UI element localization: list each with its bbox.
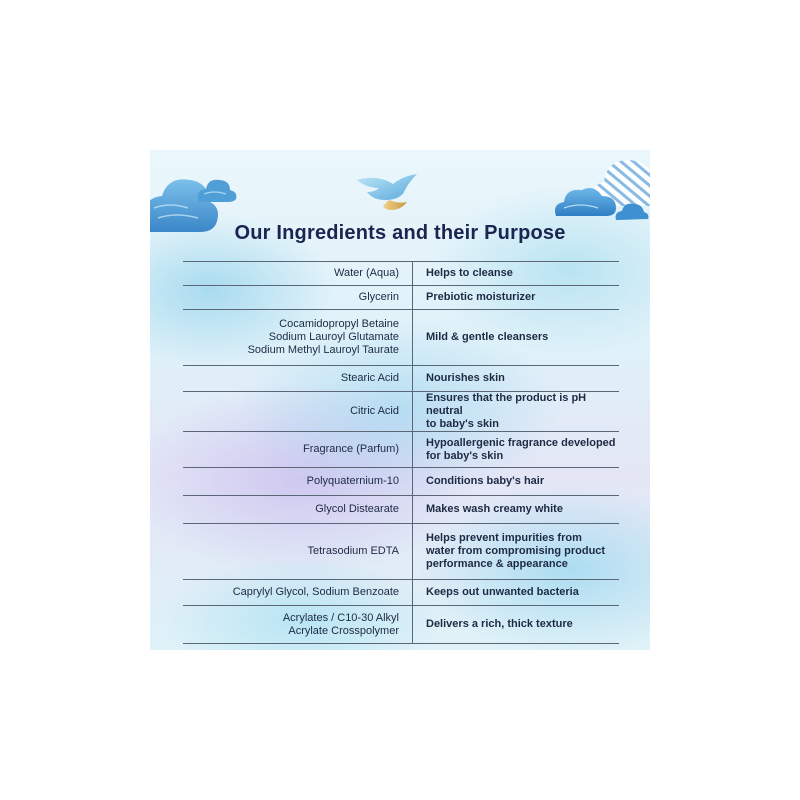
ingredients-panel: [150, 150, 650, 650]
ingredient-cell: [183, 524, 413, 580]
table-row: [183, 524, 619, 580]
ingredient-text: Acrylates / C10-30 Alkyl: [282, 611, 399, 624]
purpose-text: Delivers a rich, thick texture: [426, 618, 573, 630]
ingredient-cell: [183, 432, 413, 468]
purpose-cell: [413, 262, 620, 286]
table-row: [183, 310, 619, 366]
purpose-text: Mild & gentle cleansers: [426, 331, 549, 343]
purpose-cell: [413, 366, 620, 392]
table-row: [183, 366, 619, 392]
cloud-icon: [194, 174, 238, 204]
purpose-text: water from compromising product: [426, 545, 606, 557]
purpose-cell: [413, 606, 620, 644]
ingredient-text: Polyquaternium-10: [306, 475, 399, 487]
purpose-text: performance & appearance: [426, 558, 568, 570]
purpose-text: Helps to cleanse: [426, 267, 513, 279]
purpose-cell: [413, 468, 620, 496]
ingredient-text: Tetrasodium EDTA: [307, 545, 399, 557]
table-row: [183, 580, 619, 606]
purpose-text: Nourishes skin: [426, 372, 505, 384]
purpose-text: for baby's skin: [426, 449, 504, 462]
purpose-text: Conditions baby's hair: [426, 475, 545, 487]
ingredients-table: [183, 261, 619, 644]
purpose-cell: [413, 524, 620, 580]
ingredient-cell: [183, 606, 413, 644]
ingredient-text: Sodium Methyl Lauroyl Taurate: [247, 344, 399, 356]
ingredient-cell: [183, 496, 413, 524]
purpose-text: to baby's skin: [426, 418, 499, 430]
ingredient-cell: [183, 286, 413, 310]
purpose-text: Makes wash creamy white: [426, 503, 563, 515]
table-row: [183, 606, 619, 644]
table-row: [183, 468, 619, 496]
ingredient-text: Acrylate Crosspolymer: [288, 624, 399, 637]
table-row: [183, 262, 619, 286]
ingredient-cell: [183, 366, 413, 392]
ingredient-cell: [183, 468, 413, 496]
ingredient-text: Glycerin: [358, 291, 399, 303]
table-row: [183, 496, 619, 524]
purpose-text: Prebiotic moisturizer: [426, 291, 536, 303]
table-row: [183, 432, 619, 468]
ingredient-text: Citric Acid: [350, 405, 399, 417]
ingredient-cell: [183, 580, 413, 606]
purpose-cell: [413, 392, 620, 432]
purpose-text: Helps prevent impurities from: [426, 532, 582, 544]
ingredient-cell: [183, 310, 413, 366]
purpose-cell: [413, 580, 620, 606]
table-row: [183, 392, 619, 432]
purpose-cell: [413, 432, 620, 468]
ingredient-cell: [183, 392, 413, 432]
table-row: [183, 286, 619, 310]
purpose-cell: [413, 286, 620, 310]
purpose-text: Keeps out unwanted bacteria: [426, 586, 579, 598]
ingredient-text: Water (Aqua): [333, 267, 399, 279]
page-title: Our Ingredients and their Purpose: [234, 222, 566, 244]
purpose-cell: [413, 496, 620, 524]
cloud-icon: [550, 180, 620, 220]
ingredient-text: Sodium Lauroyl Glutamate: [268, 331, 399, 343]
ingredient-text: Caprylyl Glycol, Sodium Benzoate: [232, 586, 399, 598]
ingredient-cell: [183, 262, 413, 286]
purpose-text: Ensures that the product is pH neutral: [426, 392, 587, 417]
purpose-text: Hypoallergenic fragrance developed: [426, 436, 616, 449]
dove-icon: [355, 170, 427, 214]
purpose-cell: [413, 310, 620, 366]
cloud-icon: [612, 198, 650, 222]
ingredient-text: Fragrance (Parfum): [303, 443, 399, 455]
ingredient-text: Glycol Distearate: [315, 503, 399, 515]
ingredient-text: Cocamidopropyl Betaine: [279, 318, 399, 330]
ingredient-text: Stearic Acid: [340, 372, 399, 384]
